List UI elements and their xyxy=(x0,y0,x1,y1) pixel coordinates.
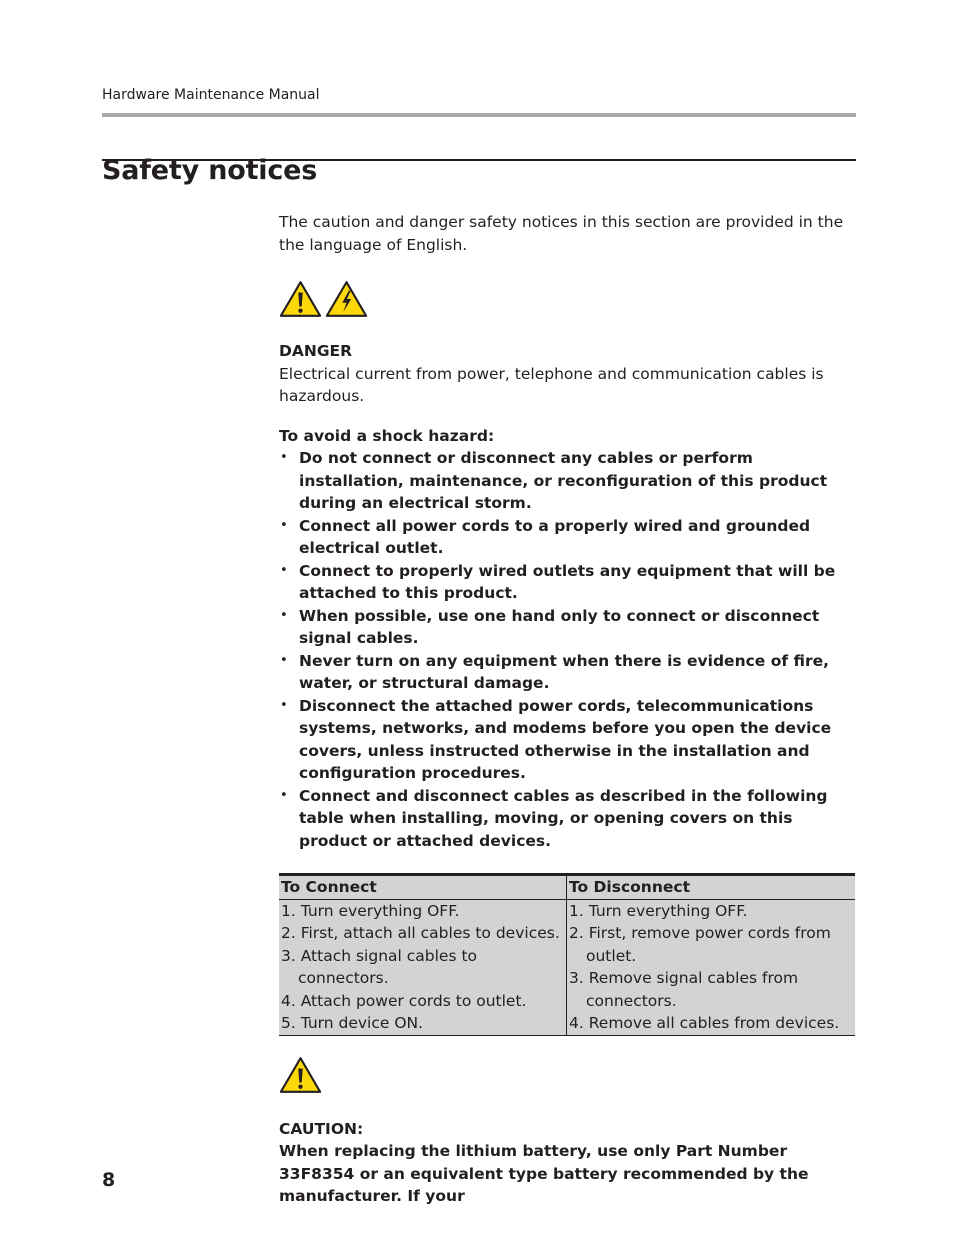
table-row xyxy=(279,899,855,1035)
list-item: 4. Attach power cords to outlet. xyxy=(281,991,527,1010)
electrical-hazard-icon xyxy=(325,280,368,318)
danger-icons xyxy=(279,280,857,320)
caution-icon-wrap xyxy=(279,1056,857,1096)
list-item: • Connect all power cords to a properly wired and grounded electrical outlet. xyxy=(279,515,857,560)
list-item: 4. Remove all cables from devices. xyxy=(569,1014,840,1032)
list-item: • Do not connect or disconnect any cables or perform installation, maintenance, or reconfiguration of this product during an electrical storm. xyxy=(279,447,857,515)
list-item: 5. Turn device ON. xyxy=(281,1014,424,1032)
header-rule xyxy=(102,113,856,117)
page-title: Safety notices xyxy=(102,155,318,186)
list-item: 3. Attach signal cables to connectors. xyxy=(281,946,478,987)
caution-text: When replacing the lithium battery, use only Part Number 33F8354 or an equivalent type battery recommended by the manufacturer. If your xyxy=(279,1142,809,1205)
list-item: • Connect and disconnect cables as described in the following table when installing, moving, or opening covers on this product or attached devices. xyxy=(279,785,857,853)
connect-disconnect-table xyxy=(279,873,855,1036)
list-item: • Connect to properly wired outlets any equipment that will be attached to this product. xyxy=(279,560,857,605)
running-header: Hardware Maintenance Manual xyxy=(102,87,320,103)
list-item: 2. First, attach all cables to devices. xyxy=(281,924,560,942)
intro-paragraph: The caution and danger safety notices in this section are provided in the the language of English. xyxy=(279,213,844,254)
danger-label: DANGER xyxy=(279,342,353,360)
list-item: • When possible, use one hand only to connect or disconnect signal cables. xyxy=(279,605,857,650)
warning-triangle-icon xyxy=(279,1056,322,1094)
caution-label: CAUTION: xyxy=(279,1119,364,1138)
table-header-row xyxy=(279,875,855,900)
warning-triangle-icon xyxy=(279,280,322,318)
list-item: • Never turn on any equipment when there is evidence of fire, water, or structural damage. xyxy=(279,650,857,695)
list-item: 1. Turn everything OFF. xyxy=(281,901,460,920)
avoid-heading: To avoid a shock hazard: xyxy=(279,426,495,445)
list-item: 2. First, remove power cords from outlet. xyxy=(569,924,831,965)
list-item: • Disconnect the attached power cords, telecommunications systems, networks, and modems before you open the device covers, unless instructed otherwise in the installation and configuration procedures. xyxy=(279,695,857,785)
disconnect-steps xyxy=(569,900,853,1035)
connect-steps-cell xyxy=(279,899,567,1035)
disconnect-steps-cell xyxy=(567,899,856,1035)
list-item: 1. Turn everything OFF. xyxy=(569,901,748,920)
connect-steps xyxy=(281,900,564,1035)
main-content xyxy=(279,211,857,1208)
column-header-disconnect: To Disconnect xyxy=(567,875,856,900)
column-header-connect: To Connect xyxy=(279,875,567,900)
hazard-list xyxy=(279,447,857,852)
danger-text: Electrical current from power, telephone and communication cables is hazardous. xyxy=(279,364,824,405)
page-number: 8 xyxy=(102,1169,116,1191)
list-item: 3. Remove signal cables from connectors. xyxy=(569,969,799,1010)
